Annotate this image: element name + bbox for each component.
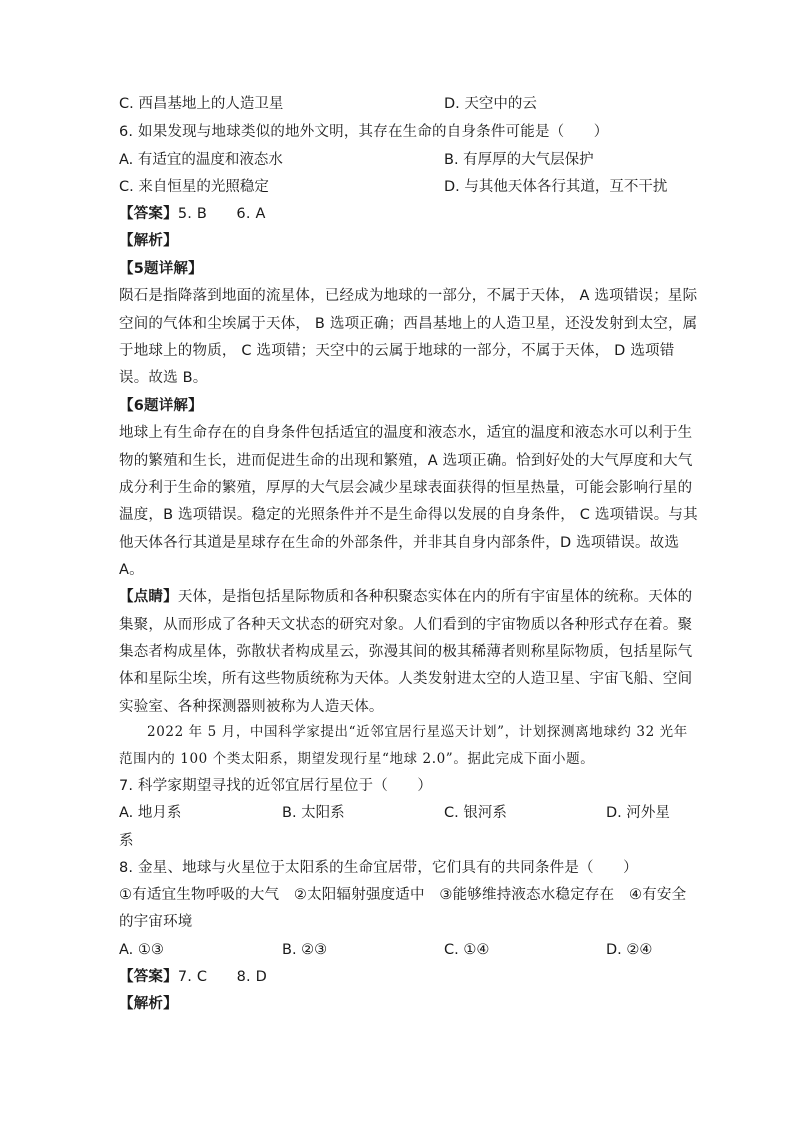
- dianjing-line-4: 体和星际尘埃，所有这些物质统称为天体。人类发射进太空的人造卫星、宇宙飞船、空间: [119, 671, 693, 687]
- q6-stem: 6. 如果发现与地球类似的地外文明，其存在生命的自身条件可能是（ ）: [119, 124, 609, 140]
- detail6-line-4: 温度，B 选项错误。稳定的光照条件并不是生命得以发展的自身条件， C 选项错误。与其: [119, 507, 698, 523]
- q8-option-d: D. ②④: [606, 942, 653, 958]
- q6-option-c: C. 来自恒星的光照稳定: [119, 179, 269, 195]
- q7-option-b: B. 太阳系: [282, 805, 345, 821]
- detail5-label: 【5题详解】: [119, 261, 203, 277]
- q8-stem: 8. 金星、地球与火星位于太阳系的生命宜居带，它们具有的共同条件是（ ）: [119, 860, 638, 876]
- analysis-label-1: 【解析】: [119, 233, 178, 249]
- q7-option-a: A. 地月系: [119, 805, 182, 821]
- q6-option-b: B. 有厚厚的大气层保护: [444, 152, 594, 168]
- dianjing-label: 【点睛】: [119, 589, 178, 605]
- q5-option-d: D. 天空中的云: [444, 96, 537, 112]
- detail6-line-6: A。: [119, 562, 144, 578]
- dianjing-line-1: [119, 587, 692, 607]
- dianjing-line-3: 集态者构成星体，弥散状者构成星云，弥漫其间的极其稀薄者则称星际物质，包括星际气: [119, 644, 693, 660]
- q6-option-a: A. 有适宜的温度和液态水: [119, 152, 283, 168]
- answer-text: 7. C 8. D: [177, 969, 267, 985]
- detail6-line-2: 物的繁殖和生长，进而促进生命的出现和繁殖，A 选项正确。恰到好处的大气厚度和大气: [119, 453, 693, 469]
- answer-text: 5. B 6. A: [177, 206, 266, 222]
- dianjing-line-5: 实验室、各种探测器则被称为人造天体。: [119, 699, 384, 715]
- detail5-line-1: 陨石是指降落到地面的流星体，已经成为地球的一部分，不属于天体， A 选项错误；星际: [119, 288, 698, 304]
- q7-stem: 7. 科学家期望寻找的近邻宜居行星位于（ ）: [119, 778, 433, 794]
- answer-label: 【答案】: [119, 206, 178, 222]
- detail5-line-3: 于地球上的物质， C 选项错；天空中的云属于地球的一部分，不属于天体， D 选项错: [119, 343, 675, 359]
- q8-option-b: B. ②③: [282, 942, 328, 958]
- q8-option-a: A. ①③: [119, 942, 164, 958]
- q8-conditions-line-2: 的宇宙环境: [119, 914, 193, 930]
- q6-option-d: D. 与其他天体各行其道，互不干扰: [444, 179, 668, 195]
- dianjing-text: 天体，是指包括星际物质和各种积聚态实体在内的所有宇宙星体的统称。天体的: [177, 589, 693, 605]
- q7-option-d-continued: 系: [119, 833, 134, 849]
- q5-option-c: C. 西昌基地上的人造卫星: [119, 96, 284, 112]
- q8-conditions-line-1: ①有适宜生物呼吸的大气 ②太阳辐射强度适中 ③能够维持液态水稳定存在 ④有安全: [119, 887, 687, 903]
- analysis-label-2: 【解析】: [119, 996, 178, 1012]
- detail6-label: 【6题详解】: [119, 398, 203, 414]
- answer-block-2: [119, 967, 267, 987]
- q7-option-d: D. 河外星: [606, 805, 670, 821]
- material-line-2: 范围内的 100 个类太阳系，期望发现行星“地球 2.0”。据此完成下面小题。: [119, 751, 595, 767]
- dianjing-line-2: 集聚，从而形成了各种天文状态的研究对象。人们看到的宇宙物质以各种形式存在着。聚: [119, 617, 693, 633]
- detail5-line-4: 误。故选 B。: [119, 370, 208, 386]
- material-line-1: 2022 年 5 月，中国科学家提出“近邻宜居行星巡天计划”，计划探测离地球约 32 光年: [147, 724, 688, 740]
- detail6-line-1: 地球上有生命存在的自身条件包括适宜的温度和液态水，适宜的温度和液态水可以利于生: [119, 425, 693, 441]
- answer-block-1: [119, 204, 266, 224]
- answer-label: 【答案】: [119, 969, 178, 985]
- detail6-line-5: 他天体各行其道是星球存在生命的外部条件，并非其自身内部条件，D 选项错误。故选: [119, 535, 680, 551]
- detail6-line-3: 成分利于生命的繁殖，厚厚的大气层会减少星球表面获得的恒星热量，可能会影响行星的: [119, 480, 693, 496]
- q7-option-c: C. 银河系: [444, 805, 507, 821]
- detail5-line-2: 空间的气体和尘埃属于天体， B 选项正确；西昌基地上的人造卫星，还没发射到太空，属: [119, 316, 698, 332]
- q8-option-c: C. ①④: [444, 942, 490, 958]
